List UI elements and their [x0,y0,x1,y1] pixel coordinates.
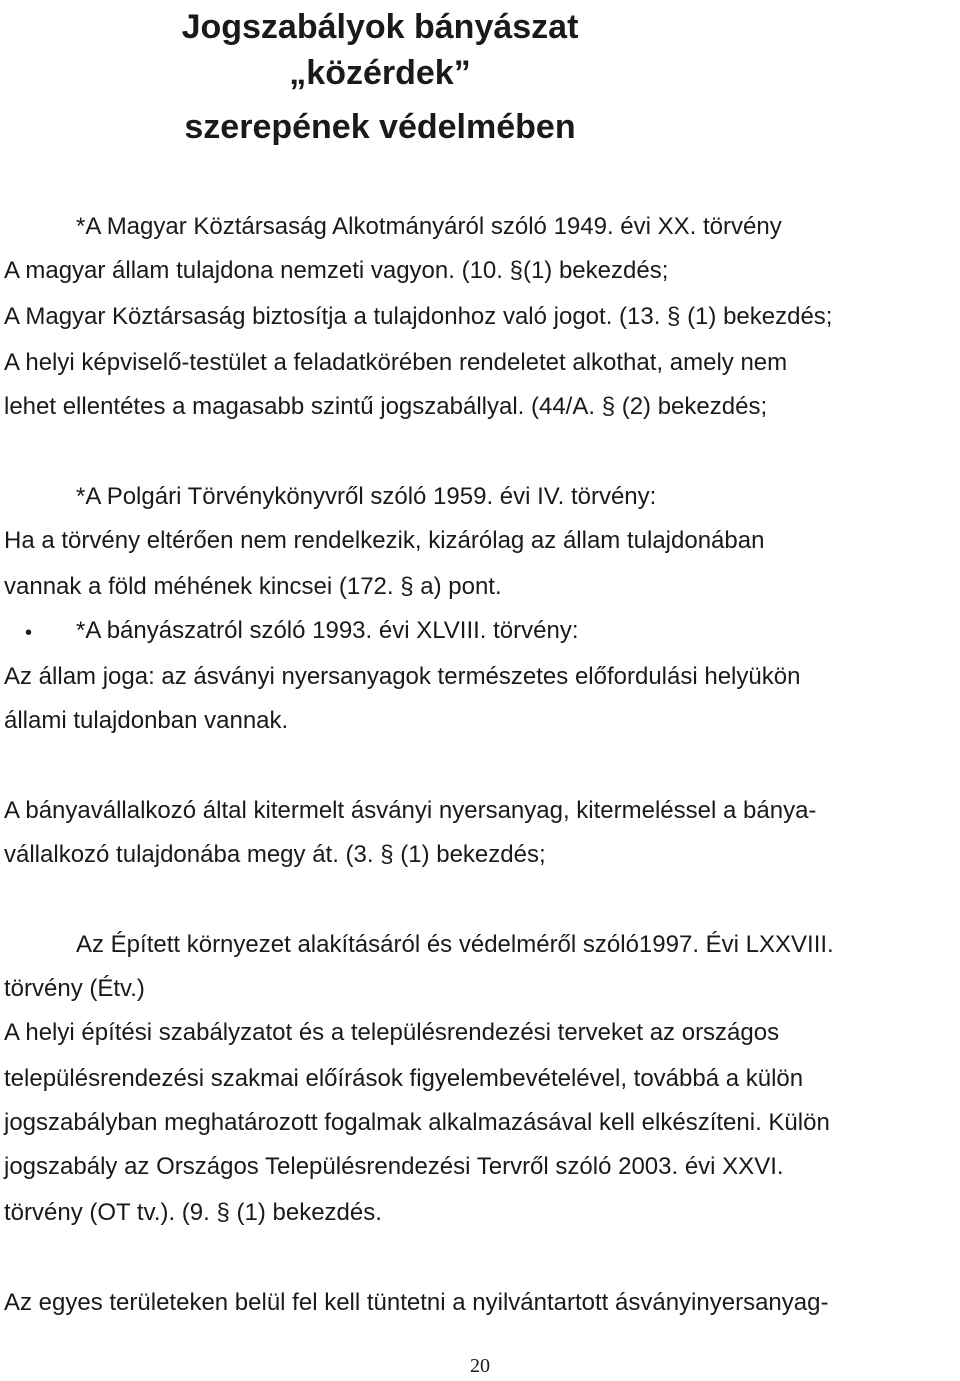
text-line: vállalkozó tulajdonába megy át. (3. § (1) bekezdés; [4,841,546,868]
text-line: Az állam joga: az ásványi nyersanyagok természetes előfordulási helyükön [4,663,801,690]
text-line: A bányavállalkozó által kitermelt ásványi nyersanyag, kitermeléssel a bánya- [4,797,817,824]
page-number: 20 [470,1355,490,1377]
text-line: törvény (Étv.) [4,975,145,1002]
text-line: Az Épített környezet alakításáról és védelméről szóló1997. Évi LXXVIII. [76,931,834,958]
title-line-1: Jogszabályok bányászat [181,8,579,46]
text-line: Ha a törvény eltérően nem rendelkezik, kizárólag az állam tulajdonában [4,527,765,554]
text-line: jogszabályban meghatározott fogalmak alkalmazásával kell elkészíteni. Külön [4,1109,830,1136]
text-line: *A Magyar Köztársaság Alkotmányáról szóló 1949. évi XX. törvény [76,213,782,240]
text-line: A magyar állam tulajdona nemzeti vagyon. (10. §(1) bekezdés; [4,257,669,284]
text-line: állami tulajdonban vannak. [4,707,289,734]
text-line: A helyi képviselő-testület a feladatkörében rendeletet alkothat, amely nem [4,349,788,376]
text-line: Az egyes területeken belül fel kell tüntetni a nyilvántartott ásványinyersanyag- [4,1289,829,1316]
text-line: vannak a föld méhének kincsei (172. § a) pont. [4,573,502,600]
text-line: *A Polgári Törvénykönyvről szóló 1959. évi IV. törvény: [76,483,657,510]
title-line-3: szerepének védelmében [184,108,576,146]
text-line: A helyi építési szabályzatot és a településrendezési terveket az országos [4,1019,780,1046]
title-line-2: „közérdek” [289,54,471,92]
text-line: településrendezési szakmai előírások figyelembevételével, továbbá a külön [4,1065,804,1092]
text-line: törvény (OT tv.). (9. § (1) bekezdés. [4,1199,382,1226]
text-line: *A bányászatról szóló 1993. évi XLVIII. törvény: [76,617,579,644]
bullet-icon: • [25,622,33,644]
text-line: A Magyar Köztársaság biztosítja a tulajdonhoz való jogot. (13. § (1) bekezdés; [4,303,833,330]
text-line: lehet ellentétes a magasabb szintű jogszabállyal. (44/A. § (2) bekezdés; [4,393,768,420]
text-line: jogszabály az Országos Településrendezési Tervről szóló 2003. évi XXVI. [4,1153,784,1180]
